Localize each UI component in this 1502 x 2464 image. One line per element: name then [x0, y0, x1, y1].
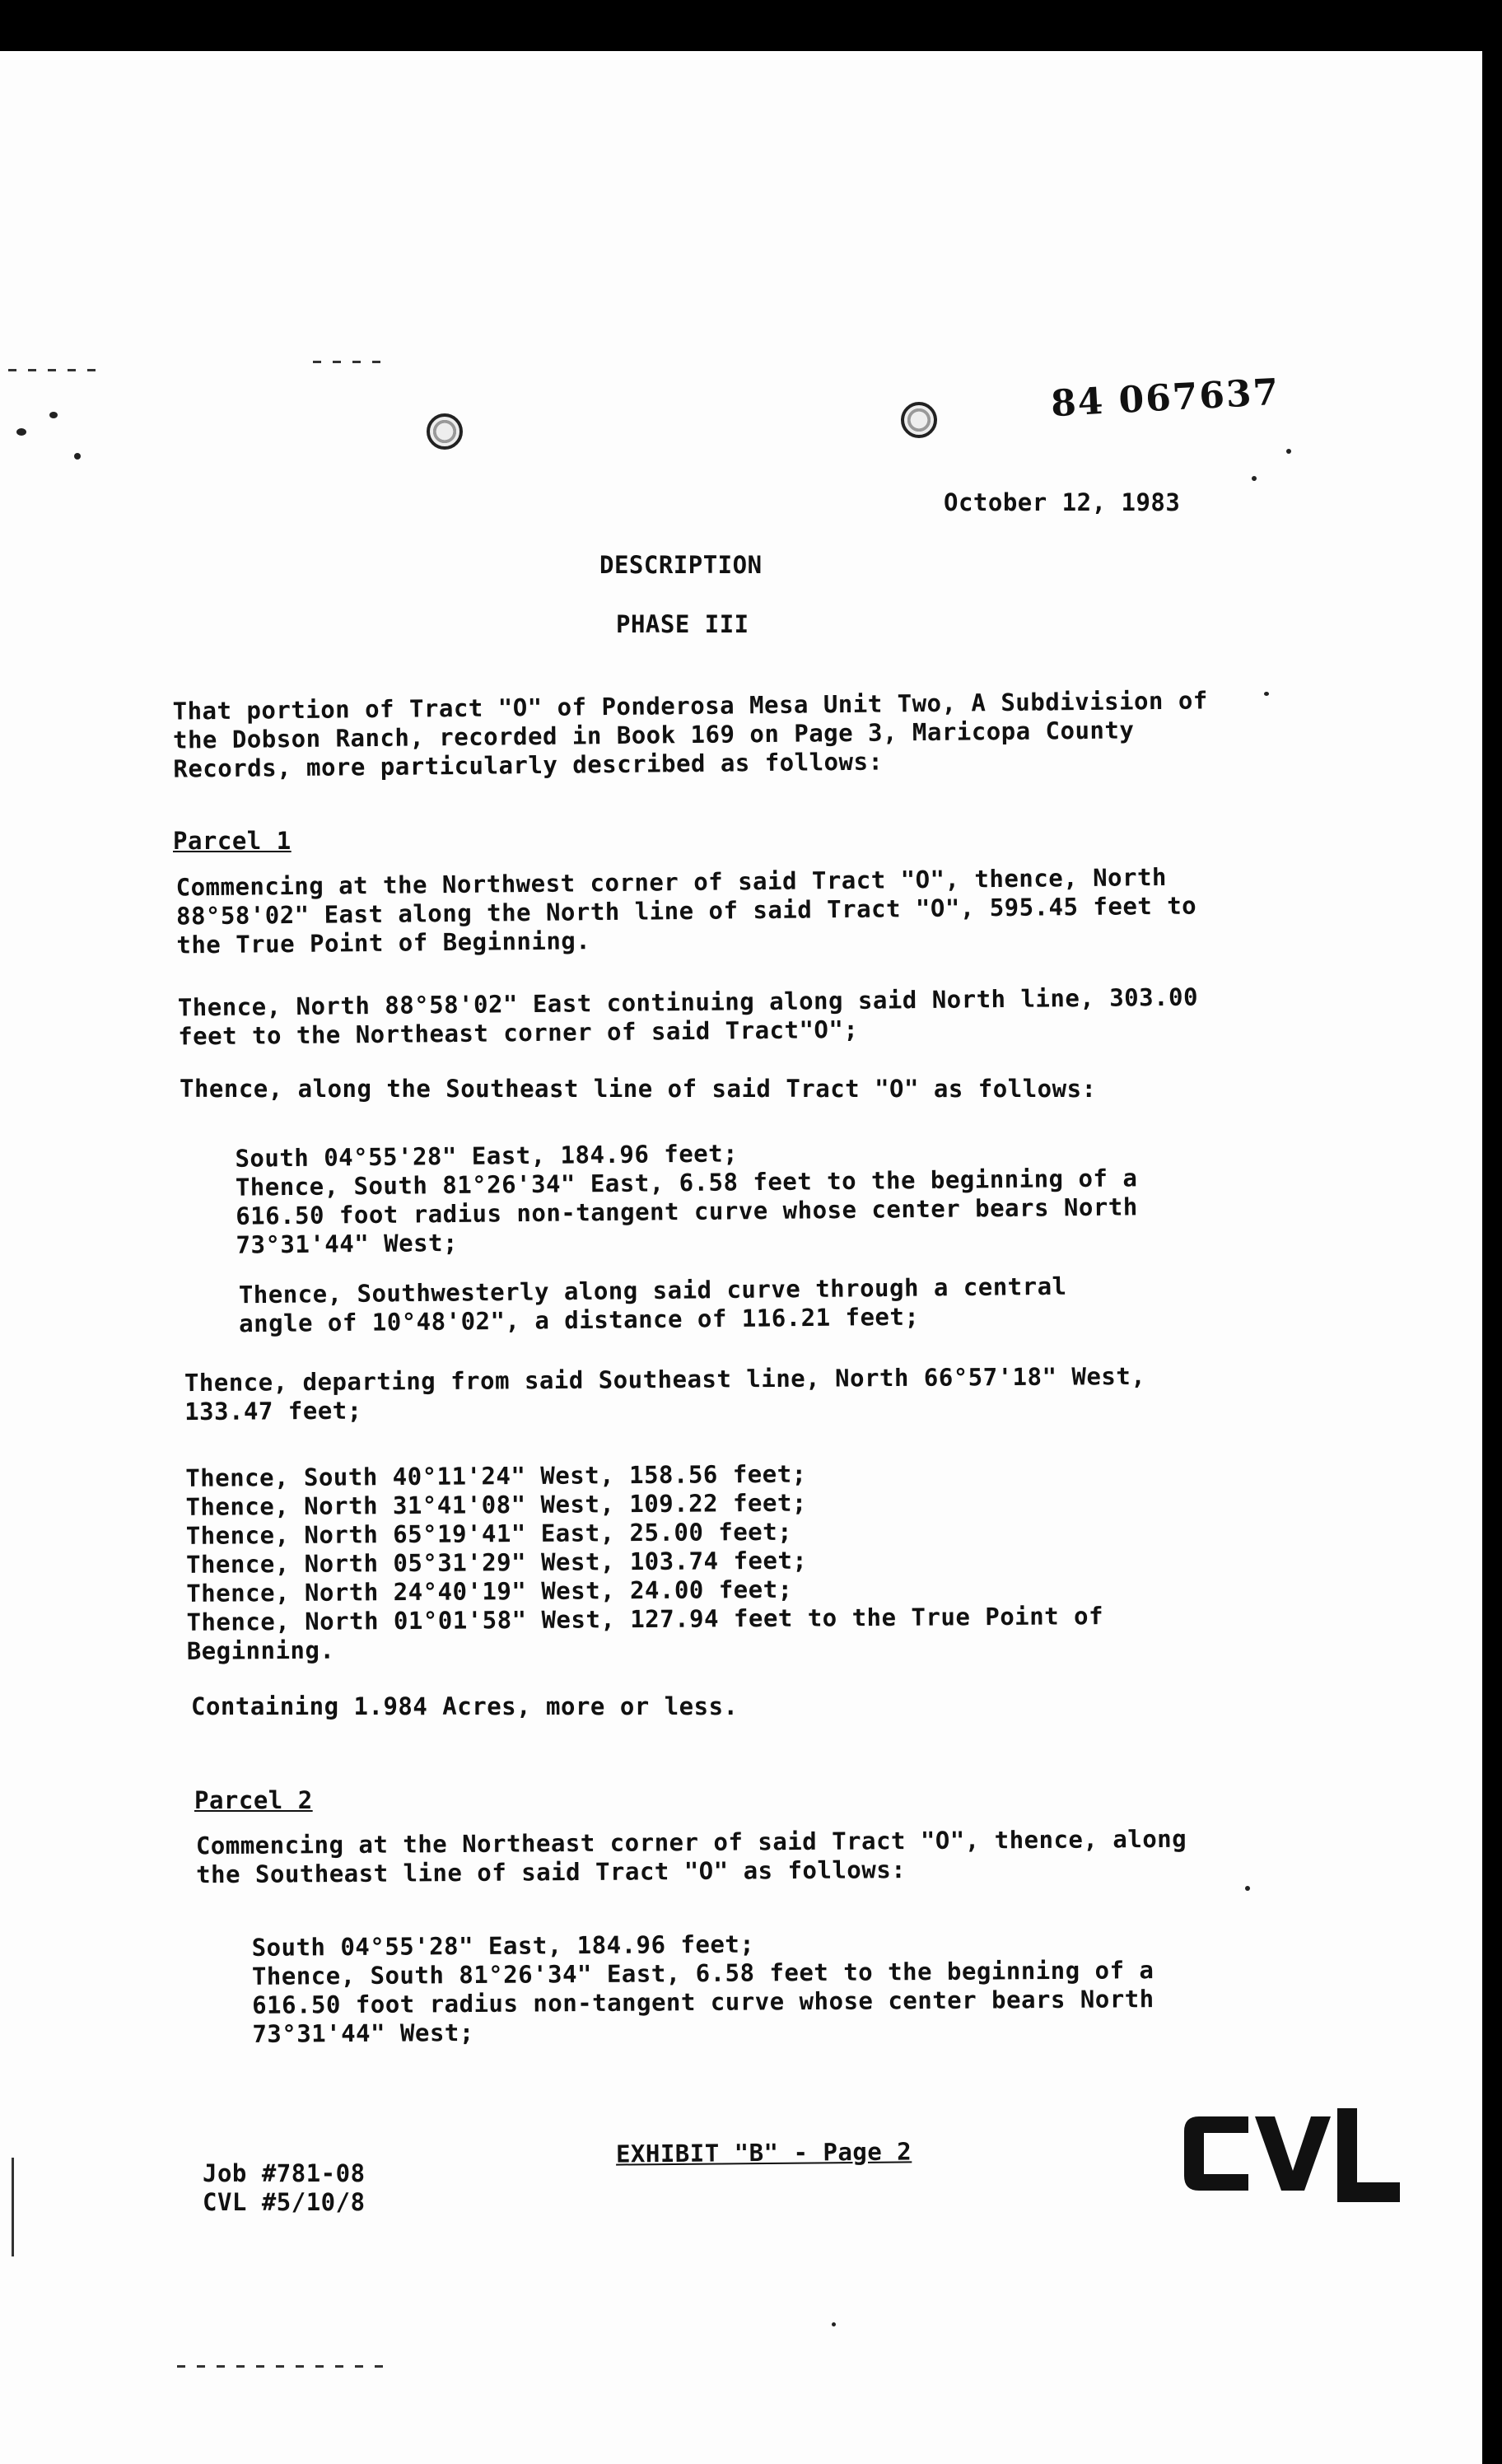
scan-margin-line [12, 2158, 14, 2256]
scan-speck [16, 428, 26, 436]
scan-speck [1245, 1886, 1250, 1891]
job-reference [203, 2159, 366, 2217]
document-subheading: PHASE III [616, 610, 749, 638]
parcel-1-containing: Containing 1.984 Acres, more or less. [191, 1692, 739, 1720]
job-number: Job #781-08 [203, 2159, 366, 2187]
scan-speck [1264, 692, 1269, 696]
scan-edge [1482, 0, 1502, 2464]
parcel-2-title: Parcel 2 [194, 1786, 313, 1814]
scan-artifact [313, 361, 387, 363]
parcel-2-commencing: Commencing at the Northeast corner of said Tract "O", thence, along the Southeast line of said Tract "O" as follows: [195, 1824, 1187, 1889]
punch-hole-right [901, 402, 937, 438]
cvl-reference: CVL #5/10/8 [203, 2188, 366, 2216]
scan-speck [74, 453, 81, 460]
parcel-1-southeast-courses: South 04°55'28" East, 184.96 feet; Thence, South 81°26'34" East, 6.58 feet to the beginning of a 616.50 foot radius non-tangent curve whose center bears North 73°31'44" West; [235, 1139, 1138, 1259]
intro-paragraph: That portion of Tract "O" of Ponderosa Mesa Unit Two, A Subdivision of the Dobson Ranch, recorded in Book 169 on Page 3, Maricopa County Records, more particularly described as follows: [172, 686, 1208, 783]
scan-speck [49, 412, 58, 418]
parcel-1-curve: Thence, Southwesterly along said curve through a central angle of 10°48'02", a distance of 116.21 feet; [238, 1272, 1067, 1338]
scan-artifact [8, 369, 107, 371]
document-date: October 12, 1983 [944, 488, 1181, 516]
parcel-1-courses: Thence, South 40°11'24" West, 158.56 feet; Thence, North 31°41'08" West, 109.22 feet; Thence, North 65°19'41" East, 25.00 feet; Thence, North 05°31'29" West, 103.74 feet; Thence, North 24°40'19" West, 24.00 feet; Thence, North 01°01'58" West, 127.94 feet to the True Point of Beginning. [185, 1459, 1104, 1665]
punch-hole-left [427, 413, 463, 450]
parcel-2-southeast-courses: South 04°55'28" East, 184.96 feet; Thence, South 81°26'34" East, 6.58 feet to the beginning of a 616.50 foot radius non-tangent curve whose center bears North 73°31'44" West; [251, 1930, 1154, 2048]
recording-stamp-number: 84 067637 [1049, 371, 1281, 426]
parcel-1-thence-southeast: Thence, along the Southeast line of said Tract "O" as follows: [180, 1075, 1097, 1103]
scan-speck [1252, 476, 1257, 481]
scan-speck [832, 2322, 836, 2326]
scan-artifact [177, 2365, 391, 2368]
parcel-1-departing: Thence, departing from said Southeast line, North 66°57'18" West, 133.47 feet; [184, 1361, 1146, 1426]
document-heading: DESCRIPTION [599, 551, 763, 579]
parcel-1-title: Parcel 1 [173, 827, 292, 855]
parcel-1-thence-north: Thence, North 88°58'02" East continuing along said North line, 303.00 feet to the Northeast corner of said Tract"O"; [177, 982, 1199, 1051]
parcel-1-commencing: Commencing at the Northwest corner of said Tract "O", thence, North 88°58'02" East along the North line of said Tract "O", 595.45 feet to the True Point of Beginning. [175, 862, 1197, 959]
scan-speck [1286, 449, 1291, 454]
exhibit-label: EXHIBIT "B" - Page 2 [615, 2137, 912, 2168]
cvl-logo [1176, 2100, 1406, 2207]
